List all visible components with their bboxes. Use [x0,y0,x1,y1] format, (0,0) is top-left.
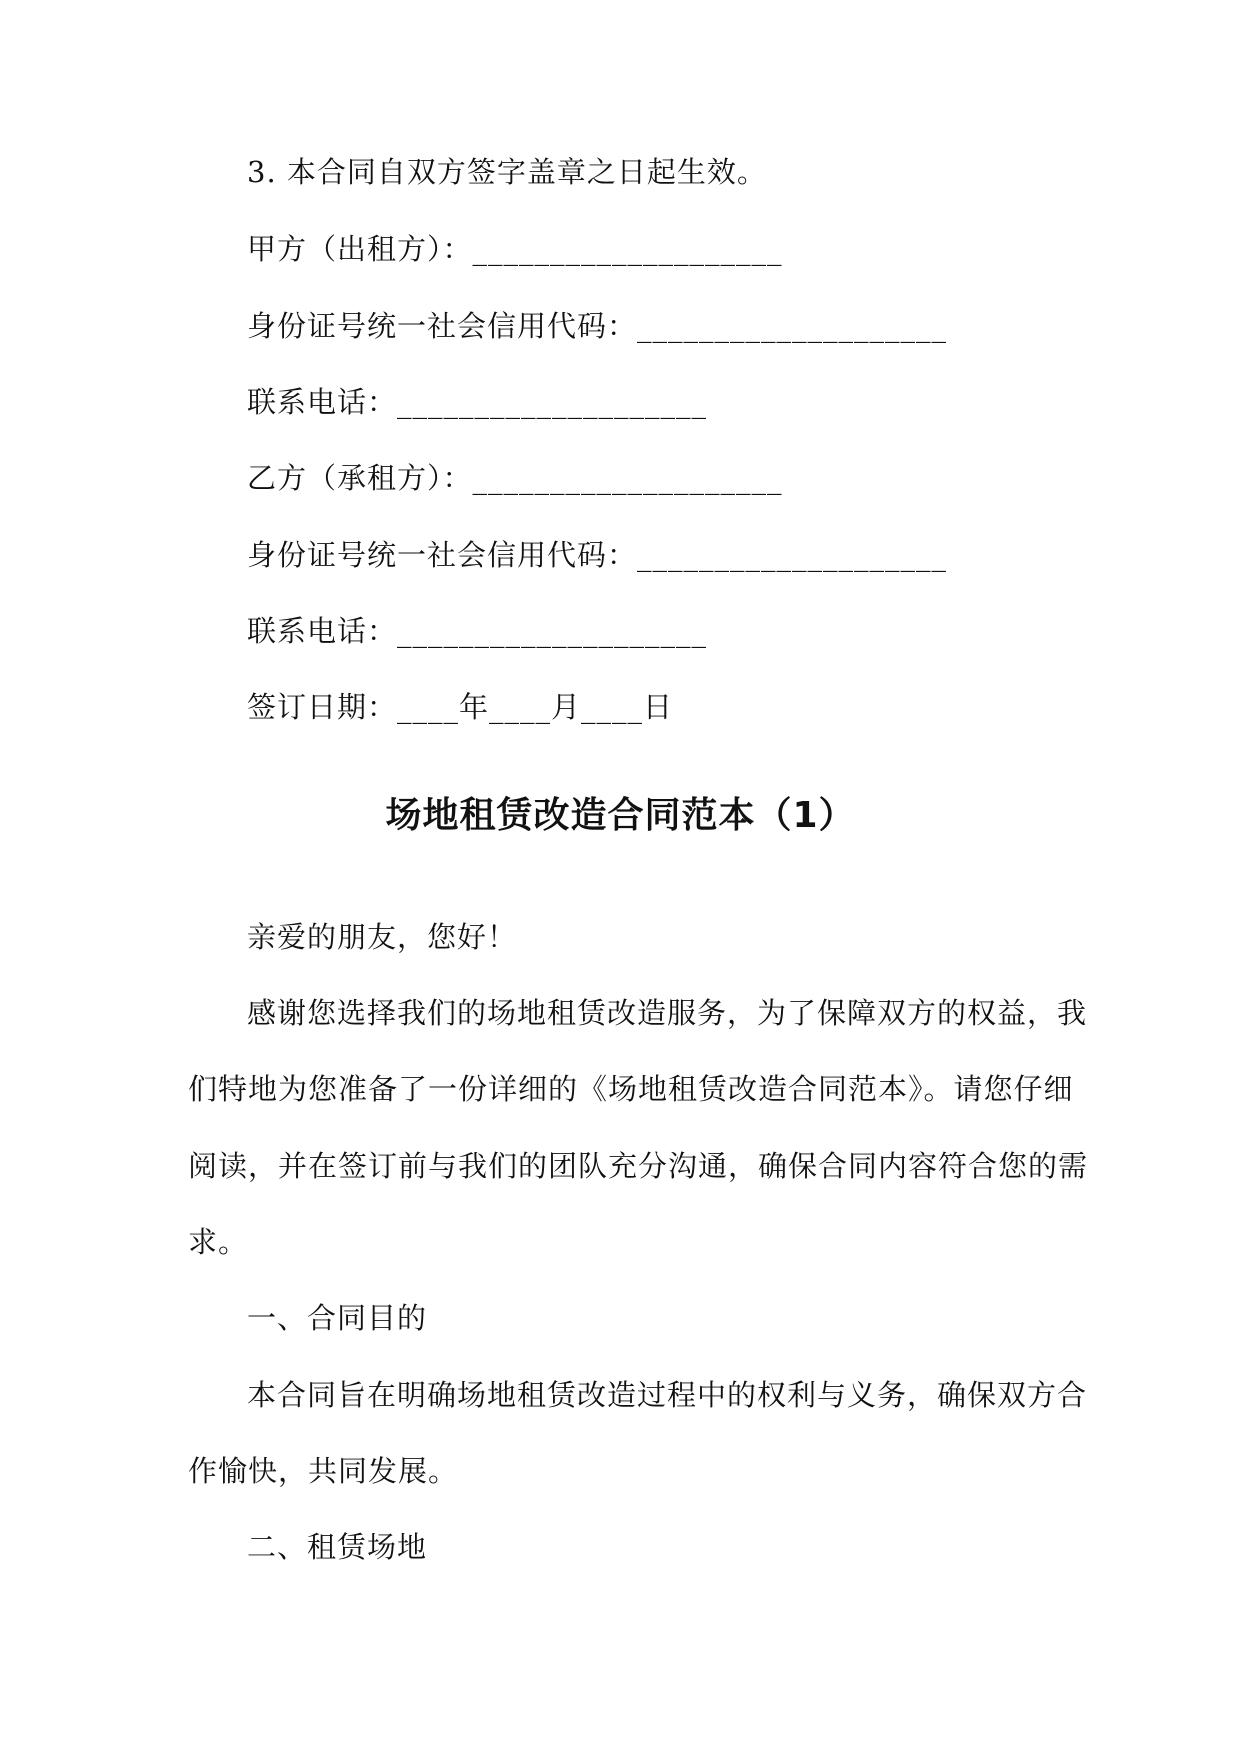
intro-line: 们特地为您准备了一份详细的《场地租赁改造合同范本》。请您仔细 [188,1072,1074,1106]
party-a-phone-field: 联系电话：____________________ [247,385,708,419]
party-b-id-field: 身份证号统一社会信用代码：____________________ [247,538,948,572]
section-paragraph-line: 本合同旨在明确场地租赁改造过程中的权利与义务，确保双方合 [247,1378,1088,1412]
section-paragraph-line: 作愉快，共同发展。 [188,1454,459,1488]
section-heading: 一、合同目的 [247,1301,428,1335]
party-a-field: 甲方（出租方）：____________________ [247,232,783,266]
sign-date-field: 签订日期：____年____月____日 [247,690,674,724]
party-b-phone-field: 联系电话：____________________ [247,614,708,648]
section-heading: 二、租赁场地 [247,1530,428,1564]
intro-line: 求。 [188,1225,249,1259]
effective-clause: 3. 本合同自双方签字盖章之日起生效。 [247,155,767,189]
party-a-id-field: 身份证号统一社会信用代码：____________________ [247,309,948,343]
document-title: 场地租赁改造合同范本（1） [385,795,856,836]
intro-line: 阅读，并在签订前与我们的团队充分沟通，确保合同内容符合您的需 [188,1149,1089,1183]
intro-line: 感谢您选择我们的场地租赁改造服务，为了保障双方的权益，我 [247,996,1088,1030]
greeting: 亲爱的朋友，您好！ [247,920,518,954]
party-b-field: 乙方（承租方）：____________________ [247,461,783,495]
